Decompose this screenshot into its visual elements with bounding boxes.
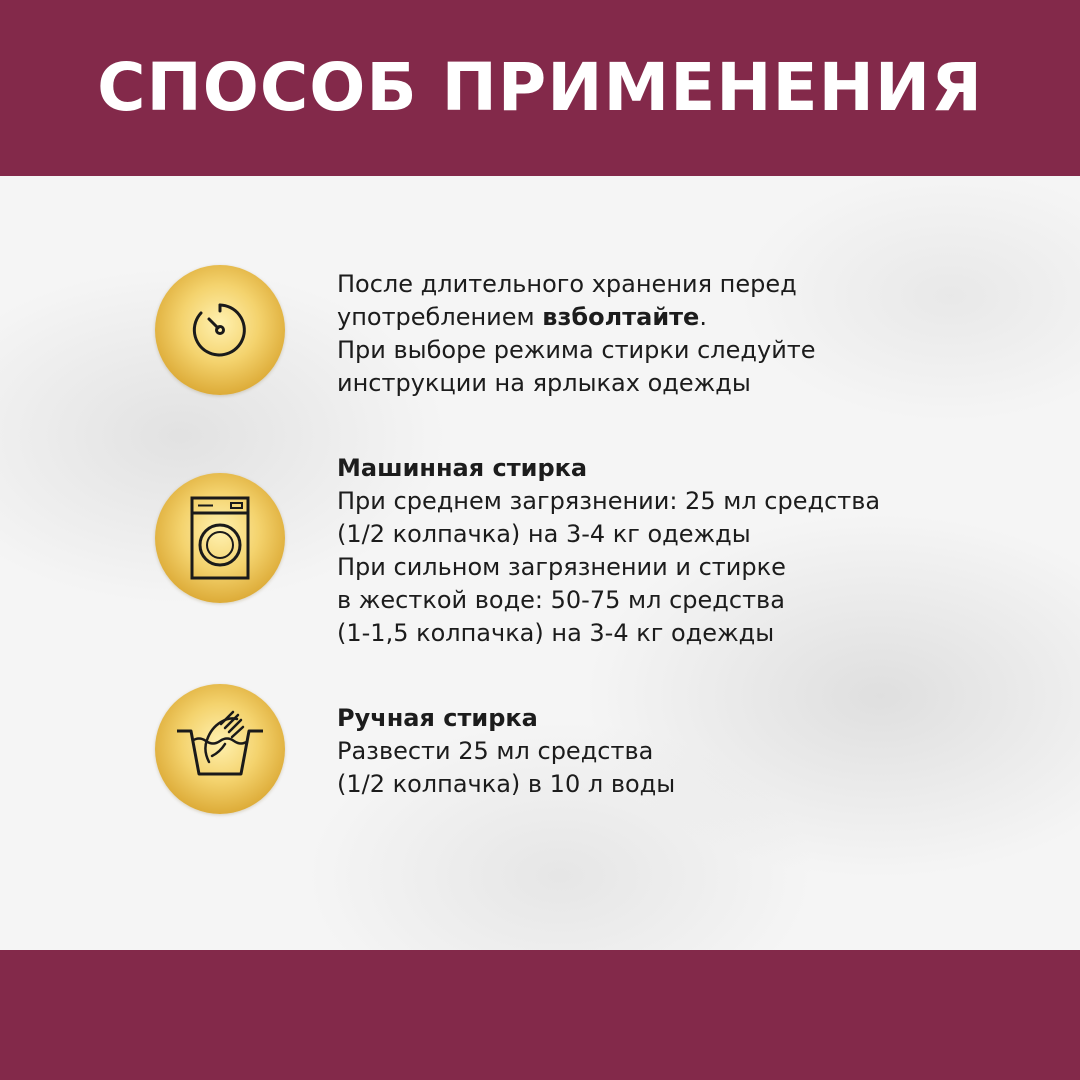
hand-wash-icon-badge xyxy=(155,684,285,814)
hand-wash-line-1: Развести 25 мл средства xyxy=(337,737,654,765)
timer-icon-badge xyxy=(155,265,285,395)
step-hand-wash-text xyxy=(337,702,1037,801)
hand-wash-icon xyxy=(155,684,285,814)
washing-machine-icon xyxy=(155,473,285,603)
step-storage-line-3: При выборе режима стирки следуйте xyxy=(337,336,816,364)
washing-machine-icon-badge xyxy=(155,473,285,603)
machine-wash-line-4: в жесткой воде: 50-75 мл средства xyxy=(337,586,785,614)
page-title: СПОСОБ ПРИМЕНЕНИЯ xyxy=(97,49,983,126)
step-storage-line-4: инструкции на ярлыках одежды xyxy=(337,369,751,397)
timer-icon xyxy=(155,265,285,395)
step-storage-line-1: После длительного хранения перед xyxy=(337,270,797,298)
machine-wash-line-1: При среднем загрязнении: 25 мл средства xyxy=(337,487,881,515)
step-storage-text xyxy=(337,268,1037,400)
footer-banner xyxy=(0,950,1080,1080)
hand-wash-title: Ручная стирка xyxy=(337,704,538,732)
header-banner xyxy=(0,0,1080,176)
machine-wash-line-5: (1-1,5 колпачка) на 3-4 кг одежды xyxy=(337,619,775,647)
hand-wash-line-2: (1/2 колпачка) в 10 л воды xyxy=(337,770,676,798)
machine-wash-line-3: При сильном загрязнении и стирке xyxy=(337,553,786,581)
machine-wash-title: Машинная стирка xyxy=(337,454,588,482)
step-machine-wash-text xyxy=(337,452,1037,650)
shake-emphasis: взболтайте xyxy=(542,303,700,331)
step-storage-line-2: употреблением взболтайте. xyxy=(337,303,707,331)
machine-wash-line-2: (1/2 колпачка) на 3-4 кг одежды xyxy=(337,520,751,548)
